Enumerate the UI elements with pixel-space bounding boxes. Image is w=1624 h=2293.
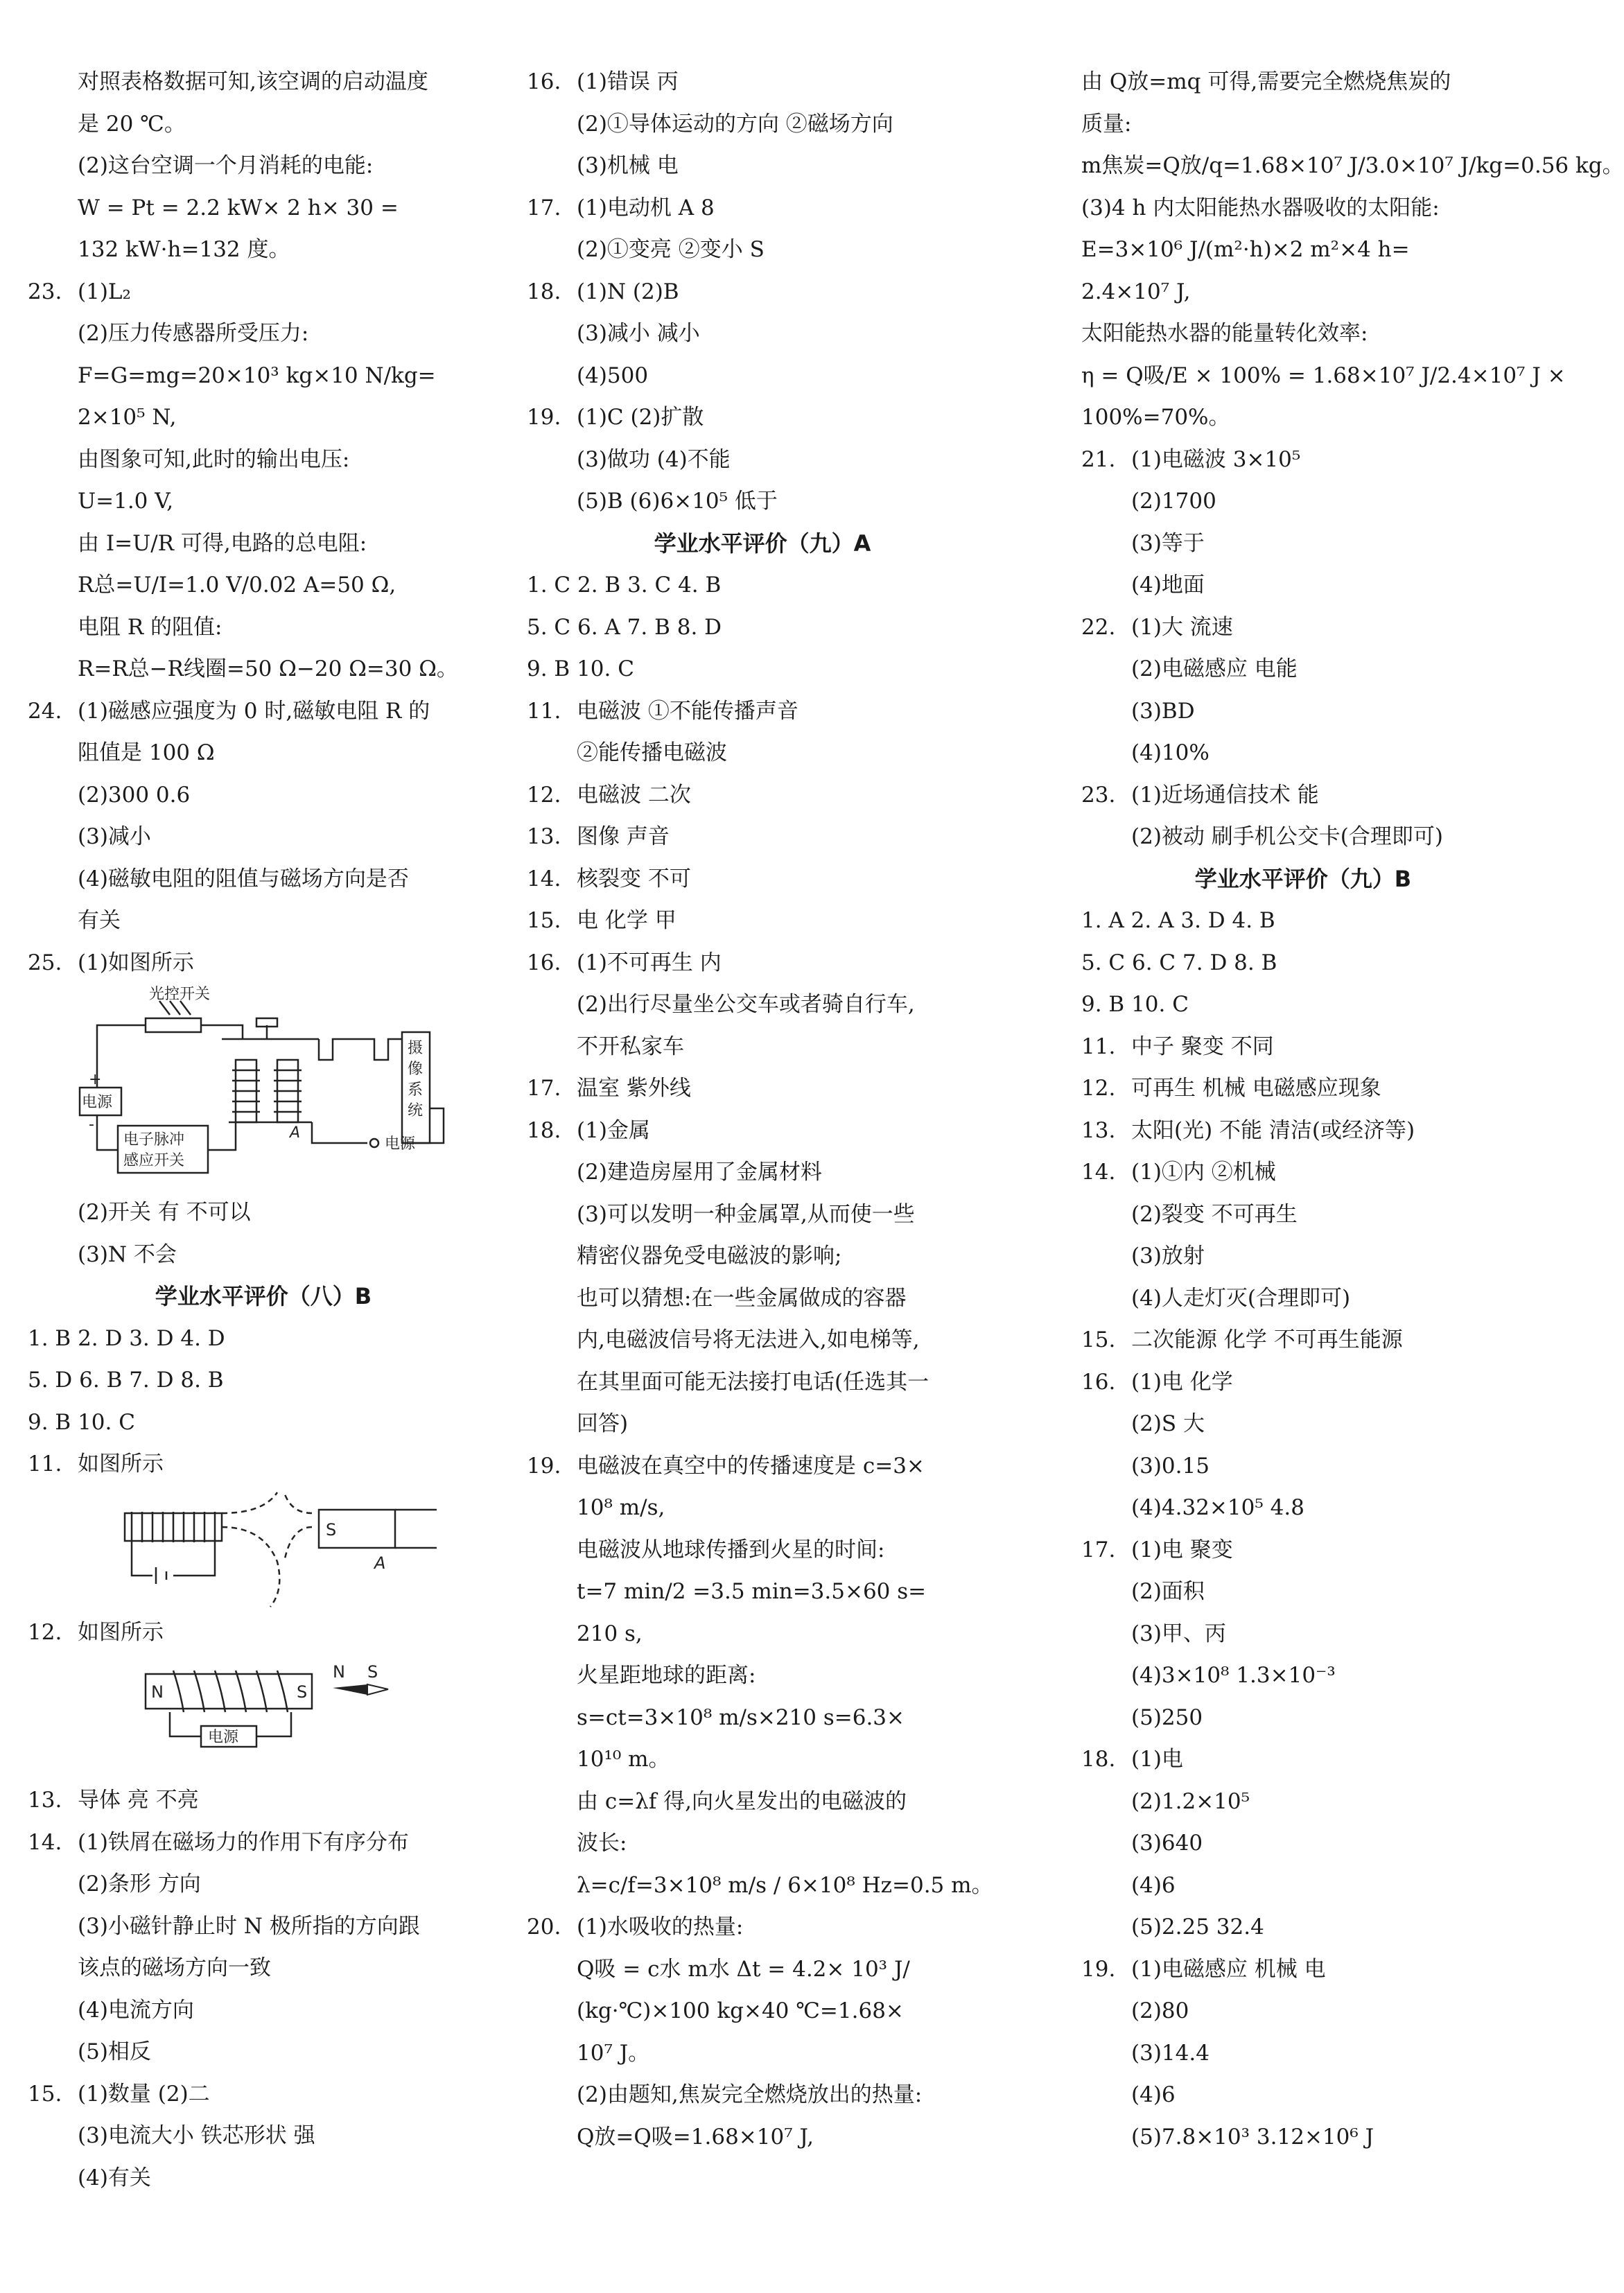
question-number: 16.: [1081, 1369, 1116, 1395]
question-line: [527, 942, 998, 984]
question-line: [1081, 774, 1525, 817]
answer-line: 电阻 R 的阻值:: [78, 614, 222, 640]
question-line: [28, 1443, 499, 1485]
answer-text: (1)N (2)B: [577, 279, 679, 304]
question-number: 12.: [1081, 1076, 1116, 1101]
question-line: [527, 1445, 998, 1488]
question-number: 14.: [1081, 1160, 1116, 1185]
question-line: [28, 1779, 499, 1822]
relay-circuit-figure: [69, 984, 485, 1192]
question-number: 18.: [527, 1117, 561, 1143]
answer-line: (3)等于: [1131, 530, 1205, 556]
answer-line: 回答): [577, 1411, 629, 1436]
label-plus: +: [89, 1071, 102, 1088]
answer-line: (2)电磁感应 电能: [1131, 656, 1298, 681]
label-power-right: 电源: [385, 1135, 416, 1153]
answer-line: (5)7.8×10³ 3.12×10⁶ J: [1131, 2124, 1374, 2150]
answer-line: m焦炭=Q放/q=1.68×10⁷ J/3.0×10⁷ J/kg=0.56 kg。: [1081, 153, 1624, 178]
label-pulse-1: 电子脉冲: [123, 1131, 185, 1149]
label-power: 电源: [208, 1729, 239, 1746]
question-number: 17.: [1081, 1537, 1116, 1562]
answer-line: E=3×10⁶ J/(m²·h)×2 m²×4 h=: [1081, 237, 1410, 262]
answer-line: (2)建造房屋用了金属材料: [577, 1160, 822, 1185]
answer-line: (3)14.4: [1131, 2040, 1210, 2066]
answer-line: (4)3×10⁸ 1.3×10⁻³: [1131, 1663, 1336, 1688]
question-line: [1081, 1738, 1525, 1781]
label-camera-3: 系: [408, 1081, 424, 1099]
answer-line: (4)磁敏电阻的阻值与磁场方向是否: [78, 866, 409, 891]
question-line: [527, 271, 998, 313]
answer-line: 5. D 6. B 7. D 8. B: [28, 1368, 224, 1393]
label-camera-1: 摄: [408, 1040, 424, 1057]
question-line: [527, 187, 998, 229]
question-number: 11.: [1081, 1034, 1116, 1059]
question-number: 18.: [1081, 1747, 1116, 1772]
answer-line: 内,电磁波信号将无法进入,如电梯等,: [577, 1327, 920, 1352]
column-left: [28, 61, 499, 2199]
answer-text: 如图所示: [78, 1619, 164, 1645]
answer-line: 对照表格数据可知,该空调的启动温度: [78, 69, 428, 94]
question-number: 14.: [527, 866, 561, 891]
answer-text: 核裂变 不可: [577, 866, 691, 891]
column-middle: [527, 61, 998, 2158]
answer-line: (3)放射: [1131, 1244, 1205, 1268]
question-line: [527, 396, 998, 439]
answer-line: t=7 min/2 =3.5 min=3.5×60 s=: [577, 1579, 927, 1604]
question-number: 16.: [527, 69, 561, 94]
answer-line: 10¹⁰ m。: [577, 1747, 670, 1772]
answer-line: (4)4.32×10⁵ 4.8: [1131, 1495, 1304, 1520]
question-line: [1081, 1361, 1525, 1404]
answer-text: (1)C (2)扩散: [577, 405, 704, 430]
answer-line: (kg·℃)×100 kg×40 ℃=1.68×: [577, 1998, 904, 2023]
answer-text: 电磁波在真空中的传播速度是 c=3×: [577, 1453, 925, 1479]
answer-line: 9. B 10. C: [28, 1409, 135, 1435]
answer-text: 太阳(光) 不能 清洁(或经济等): [1131, 1117, 1415, 1143]
answer-line: 5. C 6. A 7. B 8. D: [527, 614, 722, 640]
answer-line: F=G=mg=20×10³ kg×10 N/kg=: [78, 363, 436, 388]
question-line: [527, 1906, 998, 1948]
answer-line: (3)甲、丙: [1131, 1621, 1226, 1646]
answer-line: 是 20 ℃。: [78, 111, 186, 137]
answer-line: (5)2.25 32.4: [1131, 1915, 1264, 1939]
answer-line: (3)做功 (4)不能: [577, 446, 731, 472]
answer-line: (3)减小 减小: [577, 321, 700, 346]
label-A: A: [290, 1124, 301, 1142]
answer-line: 9. B 10. C: [1081, 992, 1189, 1017]
answer-line: (4)电流方向: [78, 1997, 194, 2023]
question-line: [1081, 607, 1525, 649]
answer-line: 由图象可知,此时的输出电压:: [78, 446, 350, 472]
answer-line: 2×10⁵ N,: [78, 405, 177, 430]
answer-line: 电磁波从地球传播到火星的时间:: [577, 1537, 885, 1562]
question-line: [1081, 1319, 1525, 1361]
question-line: [28, 271, 499, 313]
question-number: 15.: [527, 908, 561, 933]
label-minus: -: [89, 1116, 94, 1133]
answer-line: (4)有关: [78, 2165, 151, 2190]
question-number: 13.: [28, 1788, 62, 1813]
question-number: 19.: [1081, 1956, 1116, 1982]
label-camera-4: 统: [408, 1102, 424, 1119]
answer-line: 精密仪器免受电磁波的影响;: [577, 1244, 842, 1268]
answer-line: (2)S 大: [1131, 1411, 1205, 1436]
answer-text: (1)错误 丙: [577, 69, 679, 94]
question-line: [527, 774, 998, 817]
answer-text: (1)电动机 A 8: [577, 195, 715, 220]
answer-line: 不开私家车: [577, 1034, 684, 1059]
answer-line: 由 c=λf 得,向火星发出的电磁波的: [577, 1788, 907, 1814]
answer-line: (5)250: [1131, 1705, 1203, 1730]
label-N: N: [151, 1682, 164, 1702]
answer-line: (2)条形 方向: [78, 1872, 201, 1897]
question-number: 13.: [527, 824, 561, 849]
answer-text: 电磁波 二次: [577, 782, 691, 808]
answer-line: 1. C 2. B 3. C 4. B: [527, 573, 722, 598]
answer-line: (3)机械 电: [577, 153, 679, 178]
answer-text: (1)①内 ②机械: [1131, 1160, 1276, 1185]
answer-text: 可再生 机械 电磁感应现象: [1131, 1076, 1381, 1101]
answer-line: 质量:: [1081, 111, 1132, 137]
compass-N: N: [333, 1662, 345, 1682]
question-number: 20.: [527, 1915, 561, 1939]
answer-line: (4)6: [1131, 2082, 1176, 2107]
answer-line: 在其里面可能无法接打电话(任选其一: [577, 1369, 929, 1395]
question-number: 13.: [1081, 1117, 1116, 1143]
question-number: 14.: [28, 1829, 62, 1855]
answer-line: (3)0.15: [1131, 1453, 1210, 1479]
answer-line: η = Q吸/E × 100% = 1.68×10⁷ J/2.4×10⁷ J ×: [1081, 363, 1566, 388]
question-number: 12.: [28, 1619, 62, 1645]
label-pulse-2: 感应开关: [123, 1152, 185, 1169]
question-line: [1081, 1529, 1525, 1571]
answer-line: 火星距地球的距离:: [577, 1663, 756, 1688]
section-heading: 学业水平评价（九）A: [654, 530, 871, 557]
answer-text: (1)电磁感应 机械 电: [1131, 1956, 1326, 1982]
answer-line: (2)①导体运动的方向 ②磁场方向: [577, 111, 893, 137]
question-line: [1081, 439, 1525, 481]
answer-text: 如图所示: [78, 1451, 164, 1476]
question-number: 25.: [28, 950, 62, 975]
question-number: 12.: [527, 782, 561, 808]
question-line: [527, 858, 998, 900]
question-line: [1081, 1948, 1525, 1991]
question-line: [527, 1067, 998, 1110]
answer-line: R=R总−R线圈=50 Ω−20 Ω=30 Ω。: [78, 656, 458, 681]
answer-line: 100%=70%。: [1081, 405, 1230, 430]
answer-line: 10⁸ m/s,: [577, 1495, 665, 1520]
answer-line: (2)裂变 不可再生: [1131, 1201, 1298, 1227]
answer-line: 10⁷ J。: [577, 2040, 650, 2066]
answer-line: (2)压力传感器所受压力:: [78, 321, 309, 346]
answer-line: (2)被动 刷手机公交卡(合理即可): [1131, 824, 1443, 849]
answer-line: (2)1700: [1131, 489, 1216, 514]
question-line: [527, 900, 998, 942]
answer-text: (1)近场通信技术 能: [1131, 782, 1319, 808]
question-number: 16.: [527, 950, 561, 975]
compass-S: S: [367, 1662, 378, 1682]
answer-line: 该点的磁场方向一致: [78, 1955, 271, 1980]
answer-line: s=ct=3×10⁸ m/s×210 s=6.3×: [577, 1705, 905, 1730]
answer-line: (2)面积: [1131, 1579, 1205, 1604]
answer-line: (3)4 h 内太阳能热水器吸收的太阳能:: [1081, 195, 1440, 220]
answer-line: U=1.0 V,: [78, 489, 174, 514]
answer-line: 太阳能热水器的能量转化效率:: [1081, 321, 1368, 346]
answer-line: (2)80: [1131, 1998, 1189, 2023]
answer-text: (1)金属: [577, 1117, 650, 1143]
answer-line: (2)这台空调一个月消耗的电能:: [78, 153, 374, 178]
answer-text: 电磁波 ①不能传播声音: [577, 698, 798, 724]
question-number: 15.: [1081, 1327, 1116, 1352]
answer-text: 中子 聚变 不同: [1131, 1034, 1274, 1059]
electromagnet-compass-figure: [132, 1653, 548, 1779]
section-heading: 学业水平评价（八）B: [155, 1283, 372, 1309]
question-line: [527, 61, 998, 103]
answer-line: R总=U/I=1.0 V/0.02 A=50 Ω,: [78, 573, 396, 598]
answer-line: 由 I=U/R 可得,电路的总电阻:: [78, 530, 367, 556]
answer-line: 也可以猜想:在一些金属做成的容器: [577, 1285, 907, 1311]
answer-text: (1)电: [1131, 1747, 1183, 1772]
answer-text: (1)数量 (2)二: [78, 2081, 210, 2107]
answer-line: Q放=Q吸=1.68×10⁷ J,: [577, 2124, 814, 2150]
label-A: A: [374, 1553, 386, 1573]
answer-line: 阻值是 100 Ω: [78, 740, 215, 765]
answer-text: (1)大 流速: [1131, 614, 1233, 640]
question-line: [1081, 1110, 1525, 1152]
label-S: S: [326, 1519, 337, 1540]
answer-line: 有关: [78, 908, 121, 933]
answer-line: (3)电流大小 铁芯形状 强: [78, 2123, 315, 2148]
question-line: [28, 2073, 499, 2116]
answer-text: (1)水吸收的热量:: [577, 1915, 744, 1939]
label-camera-2: 像: [408, 1061, 424, 1078]
column-right: [1081, 61, 1624, 2158]
answer-line: (2)由题知,焦炭完全燃烧放出的热量:: [577, 2082, 923, 2107]
answer-text: (1)如图所示: [78, 950, 194, 975]
question-number: 11.: [28, 1451, 62, 1476]
question-number: 21.: [1081, 446, 1116, 472]
question-number: 24.: [28, 698, 62, 724]
answer-line: 9. B 10. C: [527, 656, 634, 681]
question-line: [28, 1822, 499, 1864]
answer-line: λ=c/f=3×10⁸ m/s / 6×10⁸ Hz=0.5 m。: [577, 1872, 993, 1898]
answer-line: (2)①变亮 ②变小 S: [577, 237, 765, 262]
section-heading: 学业水平评价（九）B: [1194, 865, 1412, 892]
label-S: S: [297, 1682, 308, 1702]
question-line: [28, 1612, 499, 1654]
question-line: [28, 690, 499, 733]
answer-line: W = Pt = 2.2 kW× 2 h× 30 =: [78, 195, 399, 220]
answer-line: (2)出行尽量坐公交车或者骑自行车,: [577, 992, 915, 1017]
question-line: [527, 816, 998, 858]
answer-line: (2)300 0.6: [78, 782, 191, 808]
answer-line: (3)BD: [1131, 698, 1195, 724]
answer-text: (1)L₂: [78, 279, 131, 304]
answer-text: 导体 亮 不亮: [78, 1788, 199, 1813]
question-number: 22.: [1081, 614, 1116, 640]
question-number: 17.: [527, 195, 561, 220]
answer-line: Q吸 = c水 m水 Δt = 4.2× 10³ J/: [577, 1956, 910, 1982]
answer-line: (5)相反: [78, 2039, 151, 2064]
question-number: 19.: [527, 1453, 561, 1479]
question-number: 23.: [28, 279, 62, 304]
answer-line: ②能传播电磁波: [577, 740, 727, 765]
answer-text: (1)电磁波 3×10⁵: [1131, 446, 1301, 472]
answer-line: (4)地面: [1131, 573, 1205, 598]
answer-text: (1)不可再生 内: [577, 950, 722, 975]
answer-line: (2)1.2×10⁵: [1131, 1788, 1250, 1814]
answer-line: (2)开关 有 不可以: [78, 1200, 251, 1225]
question-line: [1081, 1026, 1525, 1068]
answer-text: 图像 声音: [577, 824, 670, 849]
question-line: [28, 942, 499, 984]
answer-text: 温室 紫外线: [577, 1076, 691, 1101]
answer-line: 132 kW·h=132 度。: [78, 237, 290, 262]
answer-text: 二次能源 化学 不可再生能源: [1131, 1327, 1403, 1352]
answer-line: 1. A 2. A 3. D 4. B: [1081, 908, 1275, 933]
answer-text: 电 化学 甲: [577, 908, 676, 933]
question-number: 19.: [527, 405, 561, 430]
question-number: 11.: [527, 698, 561, 724]
question-number: 15.: [28, 2081, 62, 2107]
answer-line: (4)500: [577, 363, 649, 388]
question-number: 18.: [527, 279, 561, 304]
question-number: 23.: [1081, 782, 1116, 808]
question-line: [1081, 1067, 1525, 1110]
answer-line: (3)可以发明一种金属罩,从而使一些: [577, 1201, 915, 1227]
answer-line: 1. B 2. D 3. D 4. D: [28, 1325, 225, 1351]
answer-line: 波长:: [577, 1831, 627, 1856]
answer-text: (1)电 化学: [1131, 1369, 1233, 1395]
label-photo-switch: 光控开关: [149, 986, 211, 1003]
answer-text: (1)电 聚变: [1131, 1537, 1233, 1562]
answer-line: (3)640: [1131, 1831, 1203, 1856]
answer-text: (1)磁感应强度为 0 时,磁敏电阻 R 的: [78, 698, 430, 724]
answer-line: (3)小磁针静止时 N 极所指的方向跟: [78, 1913, 420, 1939]
solenoid-field-figure: [111, 1485, 527, 1612]
answer-line: 5. C 6. C 7. D 8. B: [1081, 950, 1277, 975]
question-line: [1081, 1151, 1525, 1194]
answer-line: (3)减小: [78, 824, 151, 849]
question-number: 17.: [527, 1076, 561, 1101]
answer-line: (4)6: [1131, 1872, 1176, 1898]
label-power-left: 电源: [82, 1094, 113, 1111]
answer-text: (1)铁屑在磁场力的作用下有序分布: [78, 1829, 409, 1855]
question-line: [527, 1110, 998, 1152]
answer-line: (3)N 不会: [78, 1241, 177, 1267]
answer-line: 2.4×10⁷ J,: [1081, 279, 1191, 304]
question-line: [527, 690, 998, 733]
answer-line: (4)人走灯灭(合理即可): [1131, 1285, 1351, 1311]
answer-line: 210 s,: [577, 1621, 643, 1646]
answer-line: 由 Q放=mq 可得,需要完全燃烧焦炭的: [1081, 69, 1451, 94]
answer-line: (4)10%: [1131, 740, 1210, 765]
answer-line: (5)B (6)6×10⁵ 低于: [577, 489, 778, 514]
